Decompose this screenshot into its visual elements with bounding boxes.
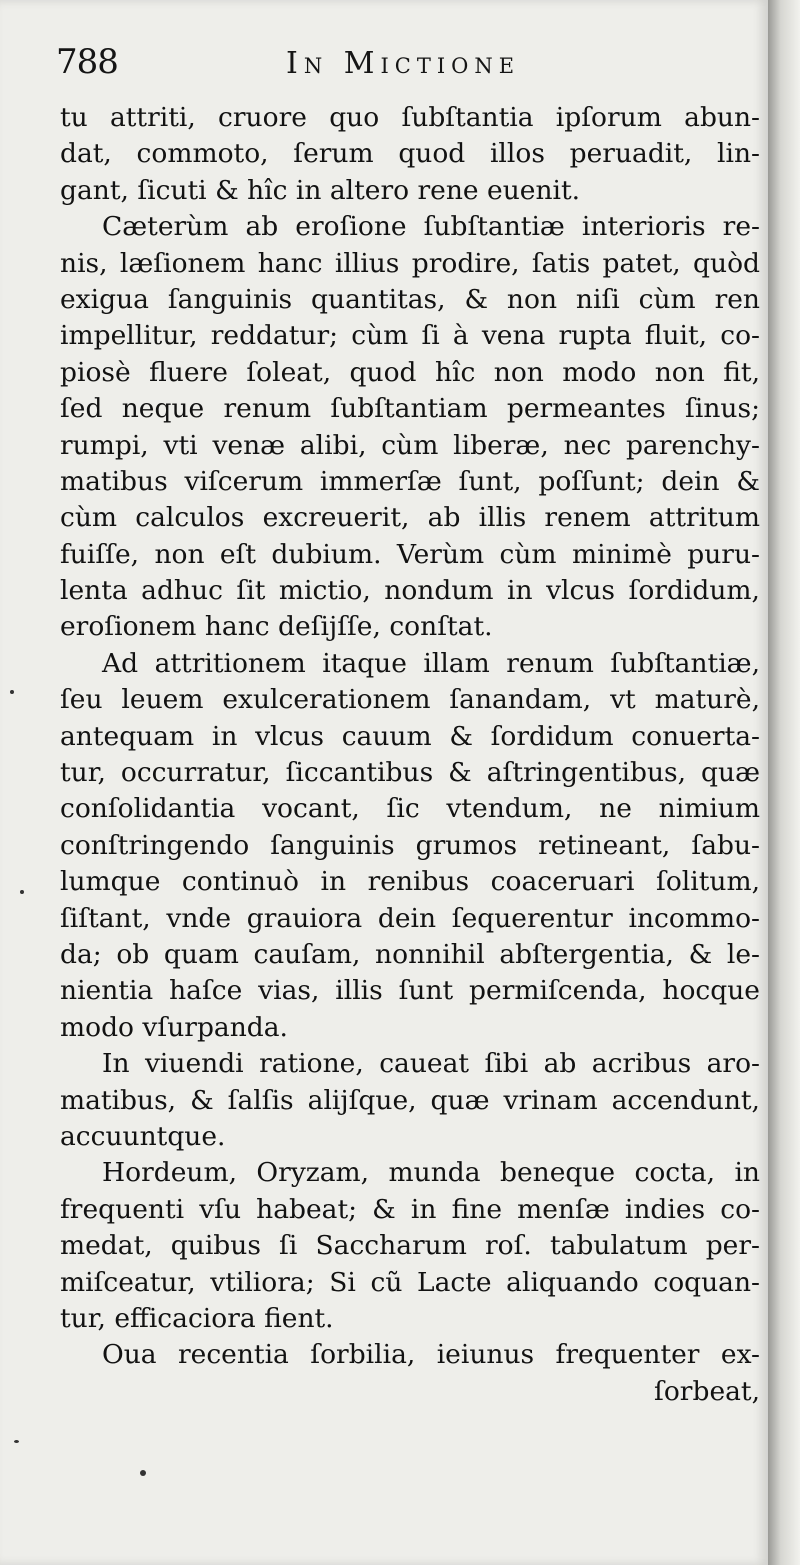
text-line: miſceatur, vtiliora; Si cũ Lacte aliquando coquan- bbox=[60, 1266, 760, 1298]
text-line: rumpi, vti venæ alibi, cùm liberæ, nec parenchy- bbox=[60, 429, 760, 461]
text-line: eroſionem hanc deſijſſe, conſtat. bbox=[60, 611, 493, 643]
text-line: nis, læſionem hanc illius prodire, ſatis patet, quòd bbox=[60, 247, 760, 279]
text-line: da; ob quam cauſam, nonnihil abſtergentia, & le- bbox=[60, 938, 760, 970]
running-title: In Mictione bbox=[286, 46, 521, 81]
text-line: tu attriti, cruore quo ſubſtantia ipſorum abun- bbox=[60, 102, 760, 133]
body-text bbox=[60, 100, 760, 1410]
text-line: ſeu leuem exulcerationem ſanandam, vt maturè, bbox=[60, 684, 760, 716]
text-line: frequenti vſu habeat; & in fine menſæ indies co- bbox=[60, 1193, 760, 1225]
text-line: nientia haſce vias, illis ſunt permiſcenda, hocque bbox=[60, 975, 760, 1007]
catchword: ſorbeat, bbox=[654, 1375, 760, 1407]
text-line: antequam in vlcus cauum & ſordidum conuerta- bbox=[60, 720, 760, 752]
text-line: fuiſſe, non eſt dubium. Verùm cùm minimè puru- bbox=[60, 538, 760, 570]
text-line: In viuendi ratione, caueat ſibi ab acribus aro- bbox=[102, 1048, 760, 1080]
text-line: tur, occurratur, ſiccantibus & aſtringentibus, quæ bbox=[60, 757, 760, 789]
text-line: conſtringendo ſanguinis grumos retineant, ſabu- bbox=[60, 829, 760, 861]
text-line: cùm calculos excreuerit, ab illis renem attritum bbox=[60, 502, 760, 534]
text-line: Ad attritionem itaque illam renum ſubſtantiæ, bbox=[102, 647, 760, 679]
text-line: tur, efficaciora fient. bbox=[60, 1302, 334, 1334]
text-line: lenta adhuc ſit mictio, nondum in vlcus ſordidum, bbox=[60, 575, 760, 607]
text-line: impellitur, reddatur; cùm ſi à vena rupta fluit, co- bbox=[60, 320, 760, 352]
page-edge bbox=[768, 0, 800, 1565]
text-line: matibus viſcerum immerſæ ſunt, poſſunt; dein & bbox=[60, 465, 760, 497]
ink-speck bbox=[10, 690, 14, 694]
ink-speck bbox=[14, 1440, 19, 1443]
text-line: gant, ſicuti & hîc in altero rene euenit. bbox=[60, 174, 581, 206]
page-number: 788 bbox=[56, 42, 118, 82]
text-line: Hordeum, Oryzam, munda beneque cocta, in bbox=[102, 1157, 760, 1189]
text-line: piosè fluere ſoleat, quod hîc non modo non fit, bbox=[60, 356, 760, 388]
running-head bbox=[56, 42, 756, 92]
text-line: medat, quibus ſi Saccharum roſ. tabulatum per- bbox=[60, 1230, 760, 1262]
text-line: ſed neque renum ſubſtantiam permeantes ſinus; bbox=[60, 393, 760, 425]
text-line: exigua ſanguinis quantitas, & non niſi cùm ren bbox=[60, 283, 760, 315]
text-line: modo vſurpanda. bbox=[60, 1011, 288, 1043]
text-line: conſolidantia vocant, ſic vtendum, ne nimium bbox=[60, 793, 760, 825]
text-line: Oua recentia ſorbilia, ieiunus frequenter ex- bbox=[102, 1339, 760, 1371]
text-line: ſiſtant, vnde grauiora dein ſequerentur incommo- bbox=[60, 902, 760, 934]
ink-speck bbox=[140, 1470, 146, 1476]
text-line: accuuntque. bbox=[60, 1120, 226, 1152]
text-line: lumque continuò in renibus coaceruari ſolitum, bbox=[60, 866, 760, 898]
text-line: matibus, & ſalſis alijſque, quæ vrinam accendunt, bbox=[60, 1084, 760, 1116]
text-line: Cæterùm ab eroſione ſubſtantiæ interioris re- bbox=[102, 211, 760, 243]
text-line: dat, commoto, ſerum quod illos peruadit, lin- bbox=[60, 138, 760, 170]
ink-speck bbox=[20, 890, 24, 894]
